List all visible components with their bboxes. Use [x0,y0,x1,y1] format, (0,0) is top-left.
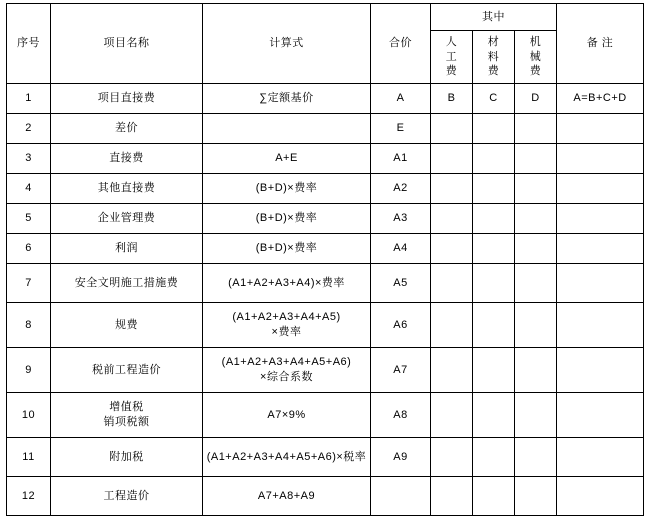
cell-machine [515,393,557,438]
cell-remark [557,174,644,204]
cell-total: A4 [371,234,431,264]
cell-remark [557,348,644,393]
cell-total: A5 [371,264,431,303]
labor-char-2: 工 [445,50,458,63]
formula-line-2: ×费率 [271,326,302,338]
column-header-labor [431,31,473,84]
labor-char-3: 费 [445,65,458,78]
material-char-1: 材 [487,35,500,48]
cost-calculation-sheet [0,3,650,508]
cell-total: A9 [371,438,431,477]
cell-formula [203,303,371,348]
material-char-3: 费 [487,65,500,78]
cell-material [473,264,515,303]
machine-char-2: 械 [529,50,542,63]
cell-name: 利润 [51,234,203,264]
column-header-machine [515,31,557,84]
cell-name: 企业管理费 [51,204,203,234]
cell-material [473,174,515,204]
cell-total: A1 [371,144,431,174]
cell-labor: B [431,84,473,114]
cell-material [473,477,515,516]
machine-char-3: 费 [529,65,542,78]
table-row [7,174,644,204]
cell-seq: 12 [7,477,51,516]
labor-char-1: 人 [445,35,458,48]
cell-name: 其他直接费 [51,174,203,204]
cell-formula [203,348,371,393]
machine-char-1: 机 [529,35,542,48]
cell-material [473,438,515,477]
cell-total [371,477,431,516]
table-row [7,144,644,174]
cell-machine: D [515,84,557,114]
cell-formula [203,114,371,144]
cell-name: 规费 [51,303,203,348]
cell-machine [515,264,557,303]
cell-name: 税前工程造价 [51,348,203,393]
cell-name: 工程造价 [51,477,203,516]
cell-remark: A=B+C+D [557,84,644,114]
cell-formula: (A1+A2+A3+A4+A5+A6)×税率 [203,438,371,477]
cell-material: C [473,84,515,114]
cell-labor [431,204,473,234]
table-row [7,348,644,393]
cell-name: 附加税 [51,438,203,477]
cell-name: 差价 [51,114,203,144]
cell-labor [431,174,473,204]
cell-formula: (A1+A2+A3+A4)×费率 [203,264,371,303]
column-header-remark: 备 注 [557,4,644,84]
cell-formula: (B+D)×费率 [203,204,371,234]
cell-machine [515,144,557,174]
cell-seq: 3 [7,144,51,174]
column-header-formula: 计算式 [203,4,371,84]
cell-labor [431,477,473,516]
cell-machine [515,114,557,144]
table-body [7,84,644,516]
table-row [7,477,644,516]
cell-seq: 1 [7,84,51,114]
material-char-2: 料 [487,50,500,63]
cell-material [473,234,515,264]
table-row [7,84,644,114]
cell-machine [515,348,557,393]
table-row [7,393,644,438]
column-header-material [473,31,515,84]
cell-name: 项目直接费 [51,84,203,114]
cell-labor [431,393,473,438]
cell-total: A2 [371,174,431,204]
cell-labor [431,114,473,144]
cell-material [473,348,515,393]
cell-material [473,114,515,144]
cell-seq: 2 [7,114,51,144]
cell-labor [431,144,473,174]
cell-remark [557,264,644,303]
table-row [7,264,644,303]
cell-remark [557,393,644,438]
cell-seq: 9 [7,348,51,393]
name-line-1: 增值税 [109,401,144,414]
cell-seq: 8 [7,303,51,348]
cell-machine [515,204,557,234]
cell-name: 直接费 [51,144,203,174]
table-row [7,303,644,348]
cell-seq: 11 [7,438,51,477]
cell-material [473,393,515,438]
cell-seq: 4 [7,174,51,204]
cell-remark [557,144,644,174]
cell-material [473,204,515,234]
cell-total: A6 [371,303,431,348]
cell-labor [431,303,473,348]
cell-total: A8 [371,393,431,438]
cell-formula: A7+A8+A9 [203,477,371,516]
cell-machine [515,438,557,477]
cell-material [473,144,515,174]
cell-name [51,393,203,438]
cell-machine [515,477,557,516]
cell-total: E [371,114,431,144]
cell-formula: A+E [203,144,371,174]
cell-remark [557,477,644,516]
cell-labor [431,438,473,477]
formula-line-1: (A1+A2+A3+A4+A5+A6) [221,356,352,369]
cell-total: A [371,84,431,114]
cell-seq: 7 [7,264,51,303]
cell-remark [557,234,644,264]
table-row [7,204,644,234]
cost-table [6,3,644,516]
cell-name: 安全文明施工措施费 [51,264,203,303]
cell-remark [557,114,644,144]
cell-formula: A7×9% [203,393,371,438]
name-line-2: 销项税额 [103,416,150,428]
cell-material [473,303,515,348]
cell-formula: ∑定额基价 [203,84,371,114]
cell-formula: (B+D)×费率 [203,174,371,204]
table-row [7,438,644,477]
column-header-group-breakdown: 其中 [431,4,557,31]
cell-machine [515,234,557,264]
cell-formula: (B+D)×费率 [203,234,371,264]
cell-seq: 10 [7,393,51,438]
cell-remark [557,204,644,234]
cell-total: A3 [371,204,431,234]
column-header-total: 合价 [371,4,431,84]
cell-machine [515,303,557,348]
cell-remark [557,438,644,477]
formula-line-2: ×综合系数 [260,371,313,383]
formula-line-1: (A1+A2+A3+A4+A5) [232,311,341,324]
cell-remark [557,303,644,348]
table-header [7,4,644,84]
cell-labor [431,234,473,264]
cell-seq: 6 [7,234,51,264]
cell-labor [431,348,473,393]
table-row [7,114,644,144]
column-header-seq: 序号 [7,4,51,84]
cell-labor [431,264,473,303]
cell-machine [515,174,557,204]
header-row-group [7,4,644,31]
cell-seq: 5 [7,204,51,234]
column-header-name: 项目名称 [51,4,203,84]
table-row [7,234,644,264]
cell-total: A7 [371,348,431,393]
